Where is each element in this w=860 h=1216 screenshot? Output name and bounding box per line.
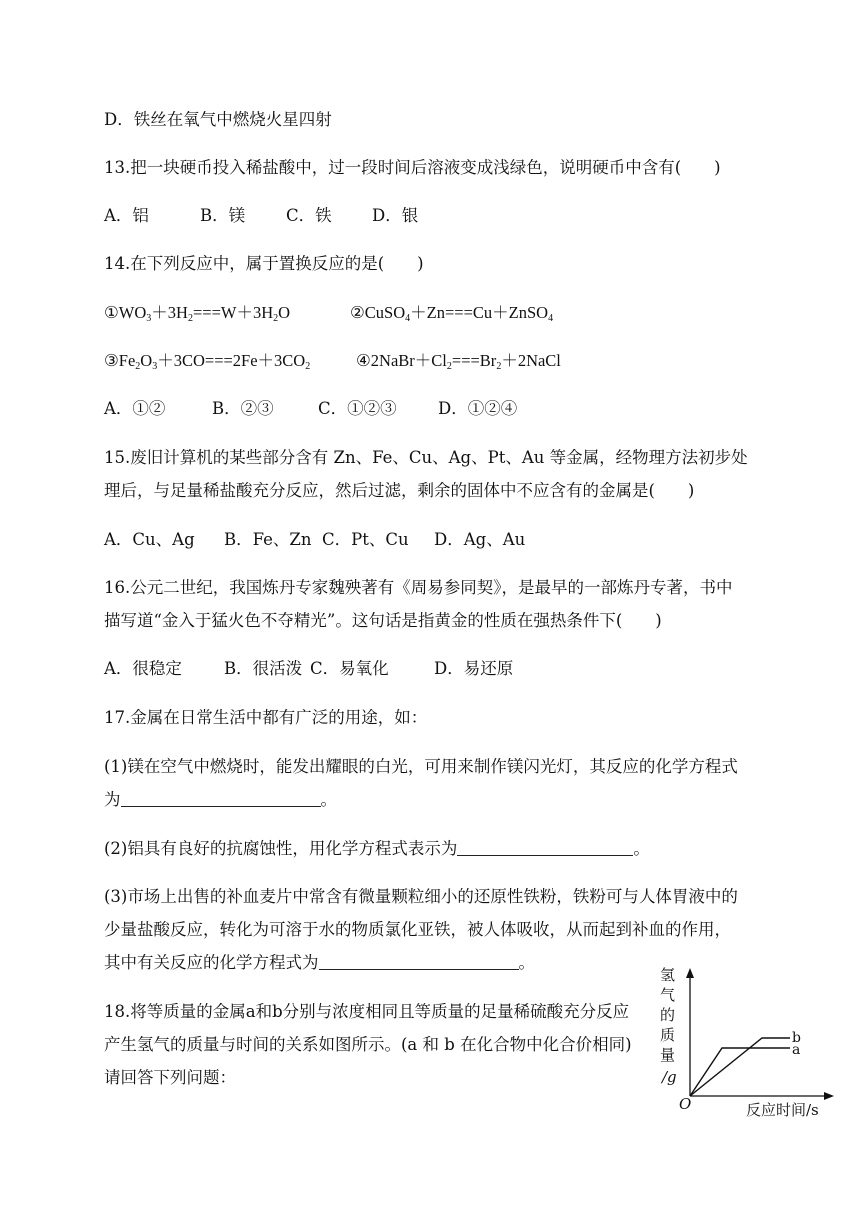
q14-stem: 14.在下列反应中，属于置换反应的是( ) xyxy=(104,254,424,273)
q13-option-a: A．铝 xyxy=(104,206,149,225)
q15-option-a: A．Cu、Ag xyxy=(104,530,195,549)
y-label-char-4: 质 xyxy=(660,1026,676,1044)
q14-options xyxy=(104,397,517,421)
q14-reaction-4: $④2NaBr+Cl_2===Br_2+2NaCl$ xyxy=(356,351,561,372)
q16-stem-line2: 描写道“金入于猛火色不夺精光”。这句话是指黄金的性质在强热条件下( ) xyxy=(104,611,662,630)
q18-line1: 18.将等质量的金属a和b分别与浓度相同且等质量的足量稀硫酸充分反应 xyxy=(104,1002,630,1021)
q16-option-a: A．很稳定 xyxy=(104,659,182,678)
y-axis-arrow-icon xyxy=(686,968,694,978)
q17-part1-line2: 为 。 xyxy=(104,790,337,809)
q17-part1-line1: (1)镁在空气中燃烧时，能发出耀眼的白光，可用来制作镁闪光灯，其反应的化学方程式 xyxy=(104,757,738,776)
x-axis-arrow-icon xyxy=(824,1092,834,1100)
q17-part3-line3: 其中有关反应的化学方程式为 。 xyxy=(104,953,535,972)
x-axis-label: 反应时间/s xyxy=(746,1101,819,1119)
q12-option-d: D．铁丝在氧气中燃烧火星四射 xyxy=(104,110,332,129)
q14-option-b: B．②③ xyxy=(212,399,274,418)
q14-reactions-row2 xyxy=(104,349,561,373)
y-label-char-1: 氢 xyxy=(660,966,676,984)
q14-option-d: D．①②④ xyxy=(438,399,518,418)
q18-hydrogen-time-graph xyxy=(650,962,840,1122)
q15-stem-line2: 理后，与足量稀盐酸充分反应，然后过滤，剩余的固体中不应含有的金属是( ) xyxy=(104,481,695,500)
q17-part3-line1: (3)市场上出售的补血麦片中常含有微量颗粒细小的还原性铁粉，铁粉可与人体胃液中的 xyxy=(104,887,738,906)
q14-reaction-3: $③Fe_2O_3+3CO===2Fe+3CO_2$ xyxy=(104,351,311,372)
q16-stem-line1: 16.公元二世纪，我国炼丹专家魏殃著有《周易参同契》，是最早的一部炼丹专著，书中 xyxy=(104,578,733,597)
q17-part3-line2: 少量盐酸反应，转化为可溶于水的物质氯化亚铁，被人体吸收，从而起到补血的作用， xyxy=(104,920,731,939)
q17-part2-answer-blank[interactable] xyxy=(457,839,633,856)
q17-part3-answer-blank[interactable] xyxy=(319,953,519,970)
q15-option-d: D．Ag、Au xyxy=(434,530,526,549)
q14-option-c: C．①②③ xyxy=(318,399,397,418)
q15-option-c: C．Pt、Cu xyxy=(322,530,409,549)
q16-option-c: C．易氧化 xyxy=(310,659,389,678)
q14-reaction-1: $①WO_3+3H_2===W+3H_2O$ xyxy=(104,303,291,324)
q15-option-b: B．Fe、Zn xyxy=(224,530,312,549)
q18-line3: 请回答下列问题： xyxy=(104,1068,236,1087)
y-label-char-3: 的 xyxy=(660,1006,676,1024)
origin-label: O xyxy=(679,1095,692,1113)
q17-part2: (2)铝具有良好的抗腐蚀性，用化学方程式表示为 。 xyxy=(104,839,650,858)
q15-stem-line1: 15.废旧计算机的某些部分含有 Zn、Fe、Cu、Ag、Pt、Au 等金属，经物理方法初步处 xyxy=(104,448,748,467)
q13-options xyxy=(104,204,418,228)
q16-options xyxy=(104,657,513,681)
y-label-char-2: 气 xyxy=(660,986,676,1004)
y-label-unit: /g xyxy=(662,1068,677,1086)
y-label-char-5: 量 xyxy=(660,1046,676,1064)
q14-reaction-2: ②CuSO$_4$＋Zn===Cu＋ZnSO$_4$ xyxy=(350,303,554,324)
q13-stem: 13.把一块硬币投入稀盐酸中，过一段时间后溶液变成浅绿色，说明硬币中含有( ) xyxy=(104,158,721,177)
q14-option-a: A．①② xyxy=(104,399,166,418)
q16-option-b: B．很活泼 xyxy=(224,659,303,678)
q15-options xyxy=(104,528,525,552)
series-b-label: b xyxy=(792,1030,801,1046)
q14-reactions-row1 xyxy=(104,301,553,325)
q18-line2: 产生氢气的质量与时间的关系如图所示。(a 和 b 在化合物中化合价相同) xyxy=(104,1035,632,1054)
series-a-label: a xyxy=(792,1042,801,1058)
q13-option-d: D．银 xyxy=(372,206,419,225)
q13-option-b: B．镁 xyxy=(200,206,246,225)
series-b-line xyxy=(690,1038,790,1096)
q17-stem: 17.金属在日常生活中都有广泛的用途，如： xyxy=(104,708,428,727)
q16-option-d: D．易还原 xyxy=(434,659,514,678)
q13-option-c: C．铁 xyxy=(286,206,332,225)
q17-part1-answer-blank[interactable] xyxy=(121,790,321,807)
y-axis-label xyxy=(660,966,677,1086)
